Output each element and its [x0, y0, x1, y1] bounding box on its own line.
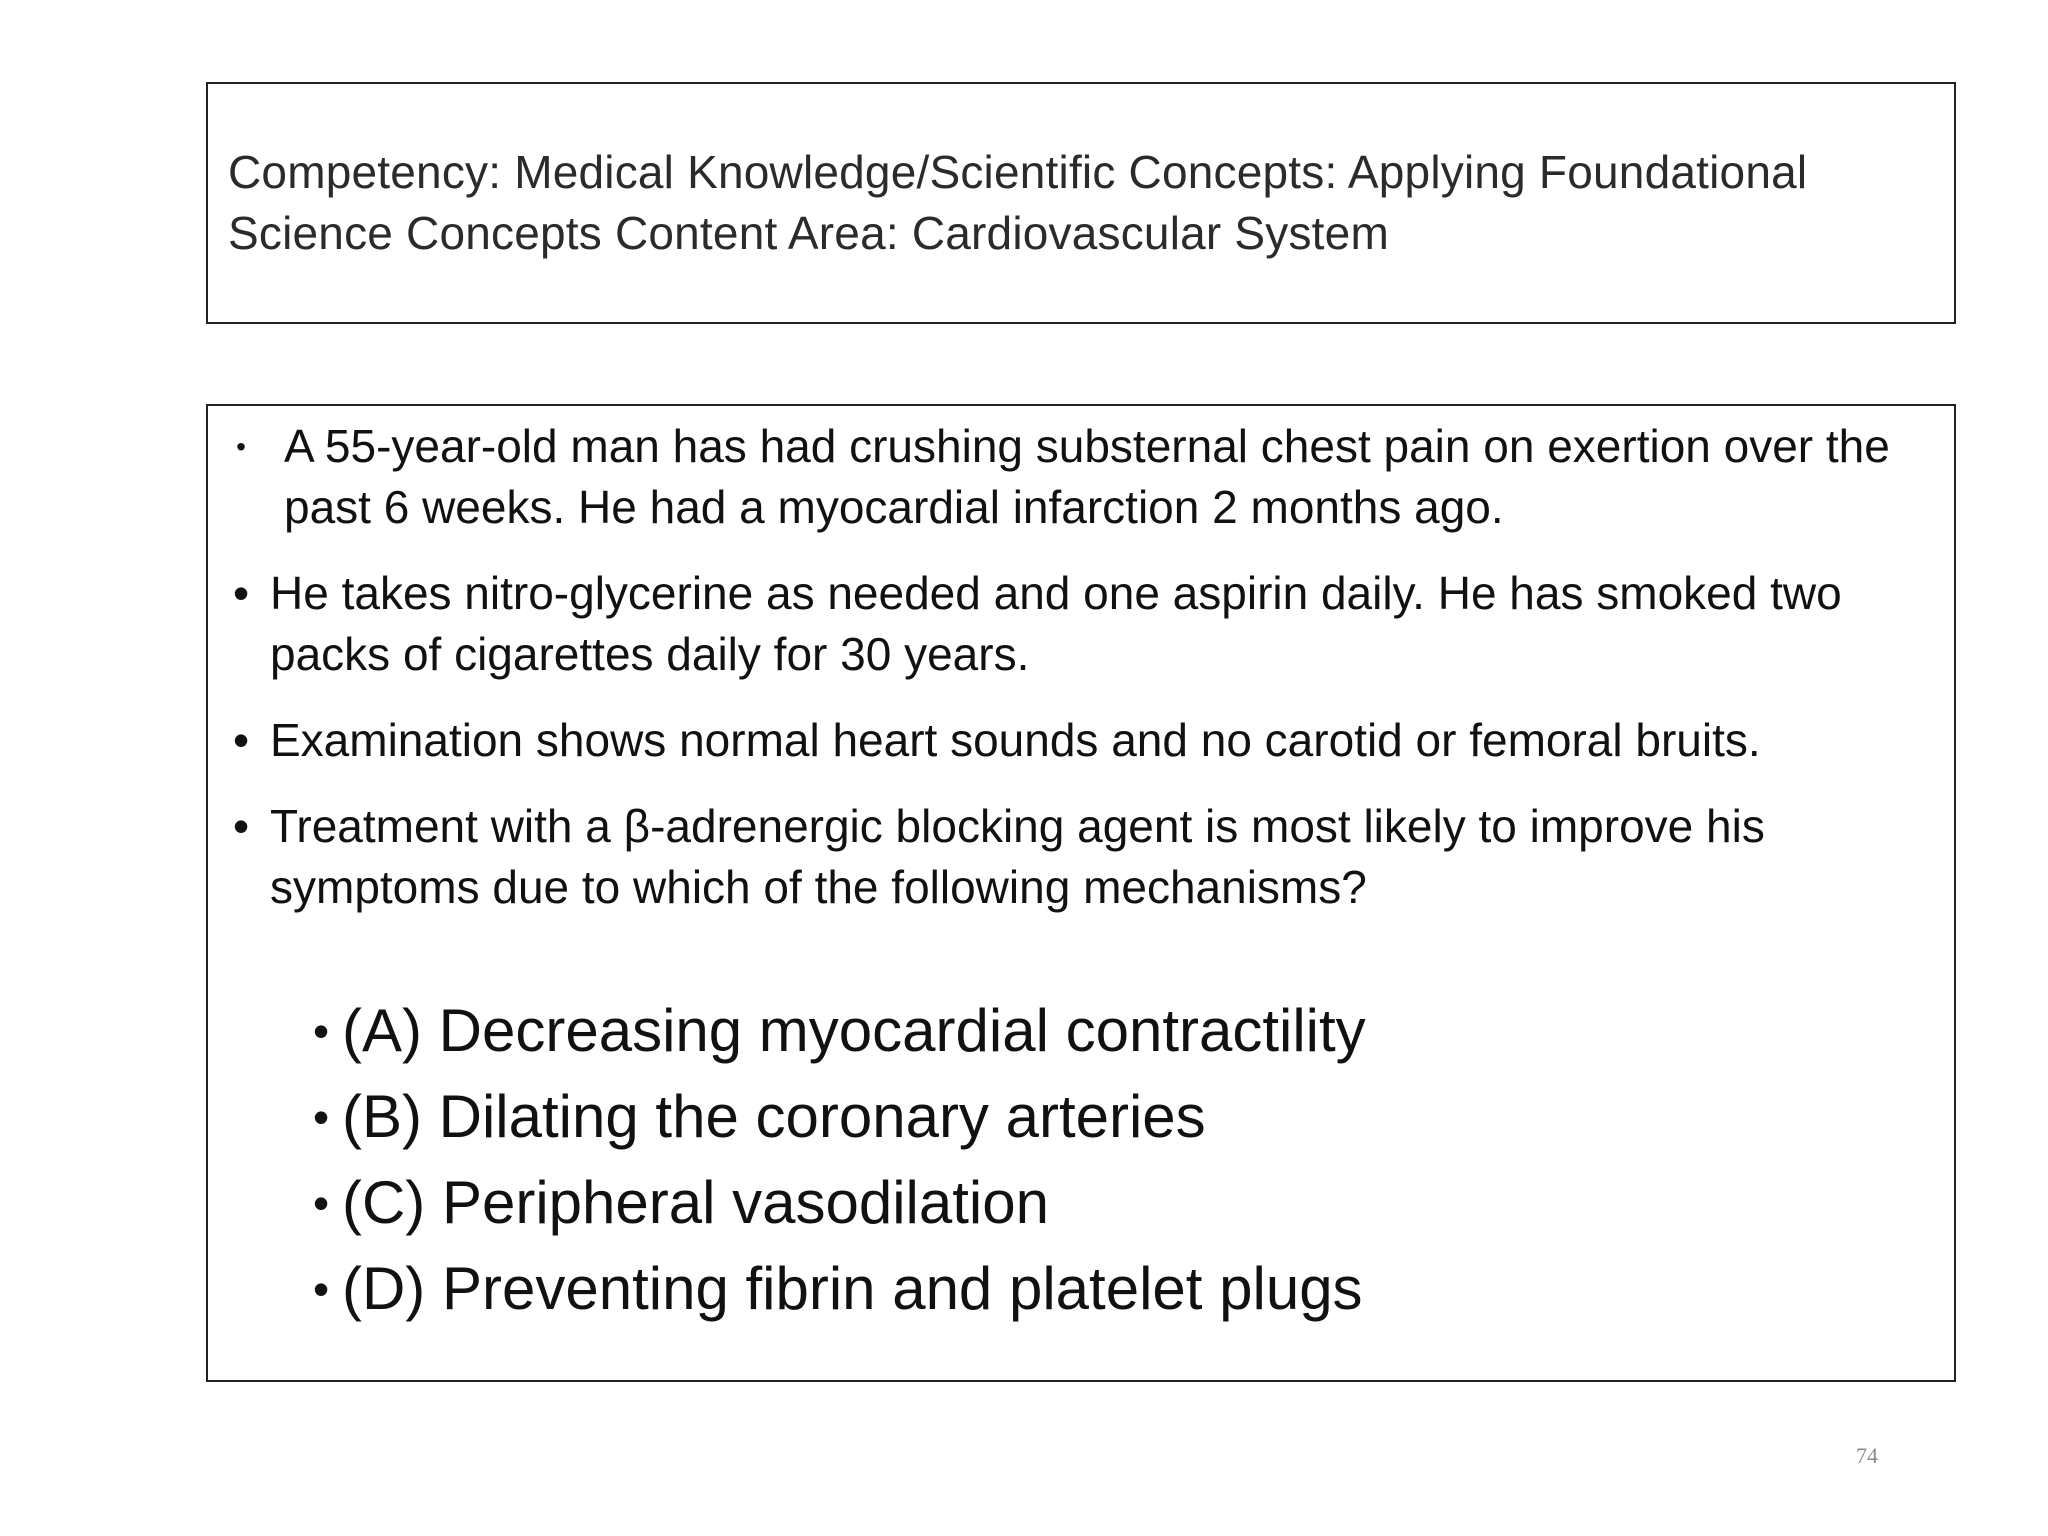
bullet-icon: •	[236, 431, 246, 462]
option-text: (D) Preventing fibrin and platelet plugs	[342, 1255, 1363, 1322]
option-text: (C) Peripheral vasodilation	[342, 1169, 1049, 1236]
option-text: (B) Dilating the coronary arteries	[342, 1083, 1206, 1150]
option-d	[306, 1246, 1806, 1332]
option-a	[306, 988, 1806, 1074]
bullet-icon: •	[312, 1263, 330, 1315]
bullet-icon: •	[312, 1177, 330, 1229]
option-text: (A) Decreasing myocardial contractility	[342, 997, 1366, 1064]
stem-bullet-4	[226, 796, 1946, 918]
title-box	[206, 82, 1956, 324]
slide-title: Competency: Medical Knowledge/Scientific Concepts: Applying Foundational Science Concepts Content Area: Cardiovascular System	[228, 146, 1808, 259]
stem-text: Examination shows normal heart sounds and no carotid or femoral bruits.	[270, 714, 1761, 766]
question-box	[206, 404, 1956, 1382]
bullet-icon: •	[312, 1091, 330, 1143]
stem-bullet-2	[226, 563, 1946, 685]
bullet-icon: •	[232, 800, 250, 852]
stem-text: Treatment with a β-adrenergic blocking agent is most likely to improve his symptoms due to which of the following mechanisms?	[270, 800, 1765, 913]
page-number: 74	[1856, 1443, 1878, 1468]
bullet-icon: •	[232, 714, 250, 766]
stem-text: A 55-year-old man has had crushing substernal chest pain on exertion over the past 6 weeks. He had a myocardial infarction 2 months ago.	[284, 420, 1890, 533]
bullet-icon: •	[232, 567, 250, 619]
question-stem-list	[226, 416, 1946, 943]
stem-text: He takes nitro-glycerine as needed and one aspirin daily. He has smoked two packs of cigarettes daily for 30 years.	[270, 567, 1842, 680]
stem-bullet-1	[226, 416, 1946, 538]
stem-bullet-3	[226, 710, 1946, 771]
option-c	[306, 1160, 1806, 1246]
answer-options-list	[306, 988, 1806, 1332]
bullet-icon: •	[312, 1005, 330, 1057]
option-b	[306, 1074, 1806, 1160]
